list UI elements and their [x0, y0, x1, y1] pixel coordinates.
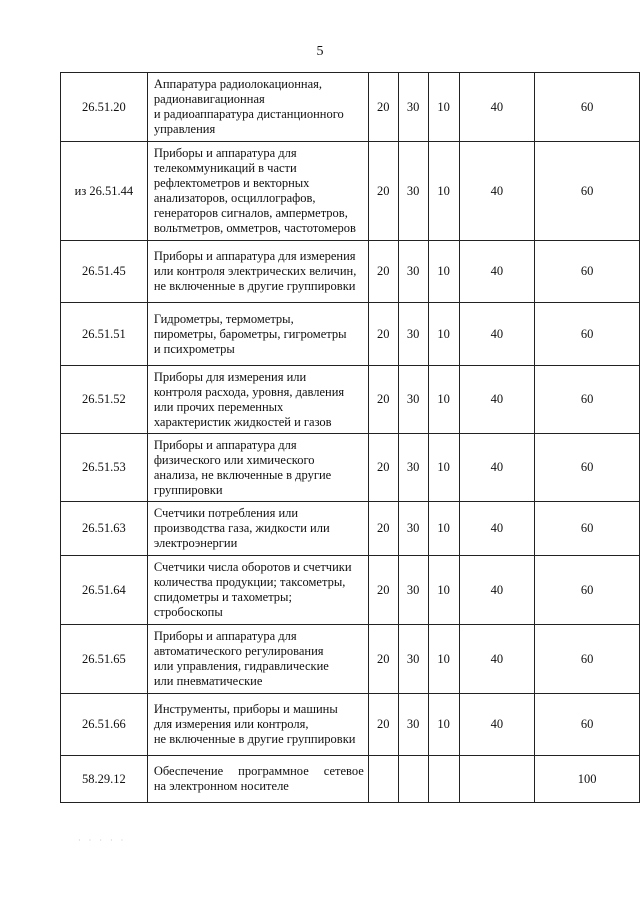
- okpd-code: 26.51.20: [61, 73, 148, 142]
- value-cell: 40: [459, 625, 535, 694]
- okpd-code: из 26.51.44: [61, 142, 148, 241]
- value-cell: 30: [398, 303, 428, 366]
- value-cell: 40: [459, 434, 535, 502]
- value-cell: 30: [398, 241, 428, 303]
- value-cell: 60: [535, 694, 640, 756]
- value-cell: 60: [535, 366, 640, 434]
- table-row: [61, 556, 640, 625]
- value-cell: 40: [459, 303, 535, 366]
- table-row: [61, 756, 640, 803]
- scan-noise-mark: · · · · ·: [78, 836, 127, 845]
- value-cell: 10: [428, 694, 459, 756]
- value-cell: 30: [398, 142, 428, 241]
- value-cell: [398, 756, 428, 803]
- table-row: [61, 303, 640, 366]
- value-cell: 60: [535, 241, 640, 303]
- value-cell: 30: [398, 366, 428, 434]
- okpd-code: 26.51.45: [61, 241, 148, 303]
- value-cell: 40: [459, 142, 535, 241]
- value-cell: 100: [535, 756, 640, 803]
- value-cell: [428, 756, 459, 803]
- value-cell: 20: [368, 142, 398, 241]
- product-description: Счетчики числа оборотов и счетчики количества продукции; таксометры, спидометры и тахометры; стробоскопы: [147, 556, 368, 625]
- value-cell: 60: [535, 73, 640, 142]
- okpd-code: 26.51.66: [61, 694, 148, 756]
- value-cell: 10: [428, 434, 459, 502]
- okpd-code: 26.51.53: [61, 434, 148, 502]
- value-cell: 60: [535, 434, 640, 502]
- product-description: Обеспечение программное сетевое на электронном носителе: [147, 756, 368, 803]
- value-cell: 60: [535, 625, 640, 694]
- value-cell: 30: [398, 502, 428, 556]
- okpd-code: 26.51.51: [61, 303, 148, 366]
- value-cell: 60: [535, 303, 640, 366]
- value-cell: 10: [428, 556, 459, 625]
- product-description: Инструменты, приборы и машины для измерения или контроля, не включенные в другие группировки: [147, 694, 368, 756]
- okpd-code: 26.51.63: [61, 502, 148, 556]
- product-description: Приборы и аппаратура для телекоммуникаций в части рефлектометров и векторных анализаторов, осциллографов, генераторов сигналов, амперметров, вольтметров, омметров, частотомеров: [147, 142, 368, 241]
- value-cell: 20: [368, 434, 398, 502]
- value-cell: 30: [398, 434, 428, 502]
- product-description: Аппаратура радиолокационная, радионавигационная и радиоаппаратура дистанционного управления: [147, 73, 368, 142]
- value-cell: 40: [459, 502, 535, 556]
- product-description: Приборы и аппаратура для физического или химического анализа, не включенные в другие группировки: [147, 434, 368, 502]
- value-cell: 60: [535, 556, 640, 625]
- okpd-code: 26.51.64: [61, 556, 148, 625]
- page-number: 5: [316, 44, 324, 59]
- value-cell: 30: [398, 625, 428, 694]
- value-cell: 40: [459, 694, 535, 756]
- product-description: Приборы для измерения или контроля расхода, уровня, давления или прочих переменных характеристик жидкостей и газов: [147, 366, 368, 434]
- product-description: Счетчики потребления или производства газа, жидкости или электроэнергии: [147, 502, 368, 556]
- table-row: [61, 73, 640, 142]
- table-row: [61, 434, 640, 502]
- product-description: Приборы и аппаратура для измерения или контроля электрических величин, не включенные в другие группировки: [147, 241, 368, 303]
- value-cell: 40: [459, 73, 535, 142]
- table-row: [61, 241, 640, 303]
- okpd-code: 58.29.12: [61, 756, 148, 803]
- table-row: [61, 366, 640, 434]
- value-cell: 10: [428, 142, 459, 241]
- value-cell: 10: [428, 303, 459, 366]
- value-cell: 40: [459, 366, 535, 434]
- value-cell: 20: [368, 73, 398, 142]
- value-cell: 20: [368, 625, 398, 694]
- value-cell: 30: [398, 694, 428, 756]
- value-cell: 10: [428, 366, 459, 434]
- product-description: Приборы и аппаратура для автоматического регулирования или управления, гидравлические или пневматические: [147, 625, 368, 694]
- value-cell: 20: [368, 303, 398, 366]
- value-cell: 20: [368, 241, 398, 303]
- value-cell: 40: [459, 241, 535, 303]
- okpd-code: 26.51.52: [61, 366, 148, 434]
- value-cell: 30: [398, 73, 428, 142]
- value-cell: 40: [459, 556, 535, 625]
- rates-table: [60, 72, 640, 803]
- value-cell: 60: [535, 502, 640, 556]
- product-description: Гидрометры, термометры, пирометры, барометры, гигрометры и психрометры: [147, 303, 368, 366]
- value-cell: [368, 756, 398, 803]
- value-cell: 10: [428, 625, 459, 694]
- value-cell: 10: [428, 73, 459, 142]
- table-row: [61, 694, 640, 756]
- value-cell: 20: [368, 502, 398, 556]
- table-row: [61, 142, 640, 241]
- value-cell: 10: [428, 241, 459, 303]
- value-cell: 10: [428, 502, 459, 556]
- value-cell: 60: [535, 142, 640, 241]
- table-row: [61, 625, 640, 694]
- value-cell: 20: [368, 694, 398, 756]
- value-cell: 20: [368, 556, 398, 625]
- okpd-code: 26.51.65: [61, 625, 148, 694]
- table-row: [61, 502, 640, 556]
- value-cell: [459, 756, 535, 803]
- value-cell: 20: [368, 366, 398, 434]
- value-cell: 30: [398, 556, 428, 625]
